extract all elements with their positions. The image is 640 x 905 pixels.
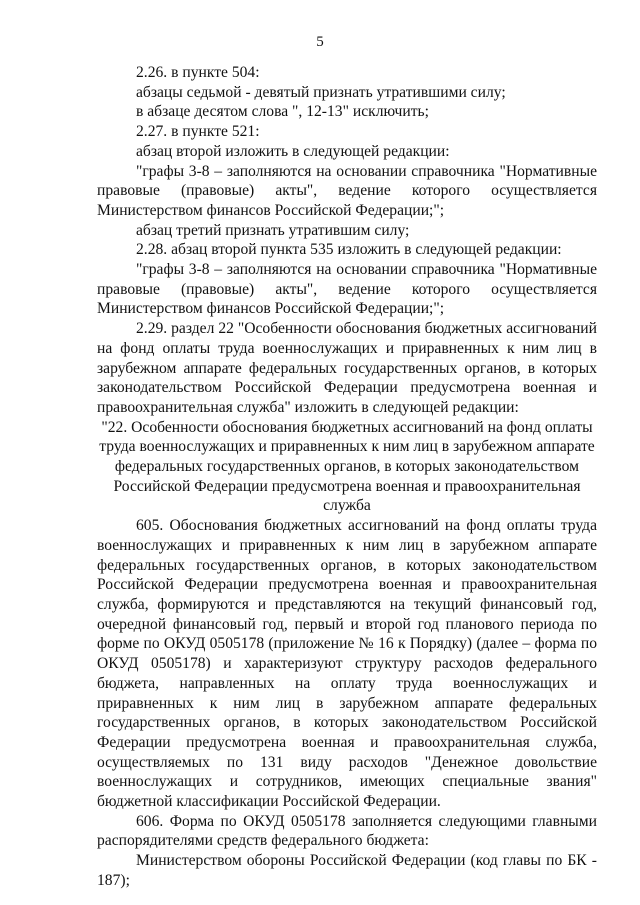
paragraph-abzac-tretiy: абзац третий признать утратившим силу; xyxy=(136,221,410,239)
section-heading-line-2: труда военнослужащих и приравненных к ним лиц в зарубежном аппарате xyxy=(99,438,595,456)
paragraph-minoborony: Министерством обороны Российской Федерации (код главы по БК - 187); xyxy=(97,852,597,889)
paragraph-606: 606. Форма по ОКУД 0505178 заполняется следующими главными распорядителями средств федерального бюджета: xyxy=(97,812,597,850)
section-22-heading xyxy=(97,418,597,517)
paragraph-2-29: 2.29. раздел 22 "Особенности обоснования бюджетных ассигнований на фонд оплаты труда военнослужащих и приравненных к ним лиц в зарубежном аппарате федеральных государственных органов, в которых законодательством Российской Федерации предусмотрена военная и правоохранительная служба" изложить в следующей редакции: xyxy=(97,320,597,416)
section-heading-line-1: "22. Особенности обоснования бюджетных ассигнований на фонд оплаты xyxy=(101,418,593,436)
paragraph-605: 605. Обоснования бюджетных ассигнований на фонд оплаты труда военнослужащих и приравненных к ним лиц в зарубежном аппарате федеральных государственных органов, в которых законодательством Российской Федерации предусмотрена военная и правоохранительная служба, формируются и представляются на текущий финансовый год, очередной финансовый год, первый и второй год планового периода по форме по ОКУД 0505178 (приложение № 16 к Порядку) (далее – форма по ОКУД 0505178) и характеризуют структуру расходов федерального бюджета, направленных на оплату труда военнослужащих и приравненных к ним лиц в зарубежном аппарате федеральных государственных органов, в которых законодательством Российской Федерации предусмотрена военная и правоохранительная служба, осуществляемых по 131 виду расходов "Денежное довольствие военнослужащих и сотрудников, имеющих специальные звания" бюджетной классификации Российской Федерации. xyxy=(97,517,597,811)
paragraph-2-28: 2.28. абзац второй пункта 535 изложить в следующей редакции: xyxy=(136,241,562,259)
page-number: 5 xyxy=(316,34,324,50)
paragraph-grafy-quote-2: "графы 3-8 – заполняются на основании справочника "Нормативные правовые (правовые) акты", ведение которого осуществляется Министерством финансов Российской Федерации;"; xyxy=(97,261,597,318)
paragraph-abzac-desyatyy: в абзаце десятом слова ", 12-13" исключить; xyxy=(136,103,429,121)
document-body xyxy=(97,63,597,891)
paragraph-abzac-vtoroy: абзац второй изложить в следующей редакции: xyxy=(136,142,450,160)
section-heading-line-3: федеральных государственных органов, в которых законодательством xyxy=(114,458,580,476)
paragraph-2-26: 2.26. в пункте 504: xyxy=(136,64,260,81)
paragraph-abzacy-sedmoy: абзацы седьмой - девятый признать утратившими силу; xyxy=(136,83,506,101)
paragraph-grafy-quote-1: "графы 3-8 – заполняются на основании справочника "Нормативные правовые (правовые) акты", ведение которого осуществляется Министерством финансов Российской Федерации;"; xyxy=(97,162,597,219)
section-heading-line-4: Российской Федерации предусмотрена военная и правоохранительная служба xyxy=(113,477,581,515)
paragraph-2-27: 2.27. в пункте 521: xyxy=(136,123,260,141)
